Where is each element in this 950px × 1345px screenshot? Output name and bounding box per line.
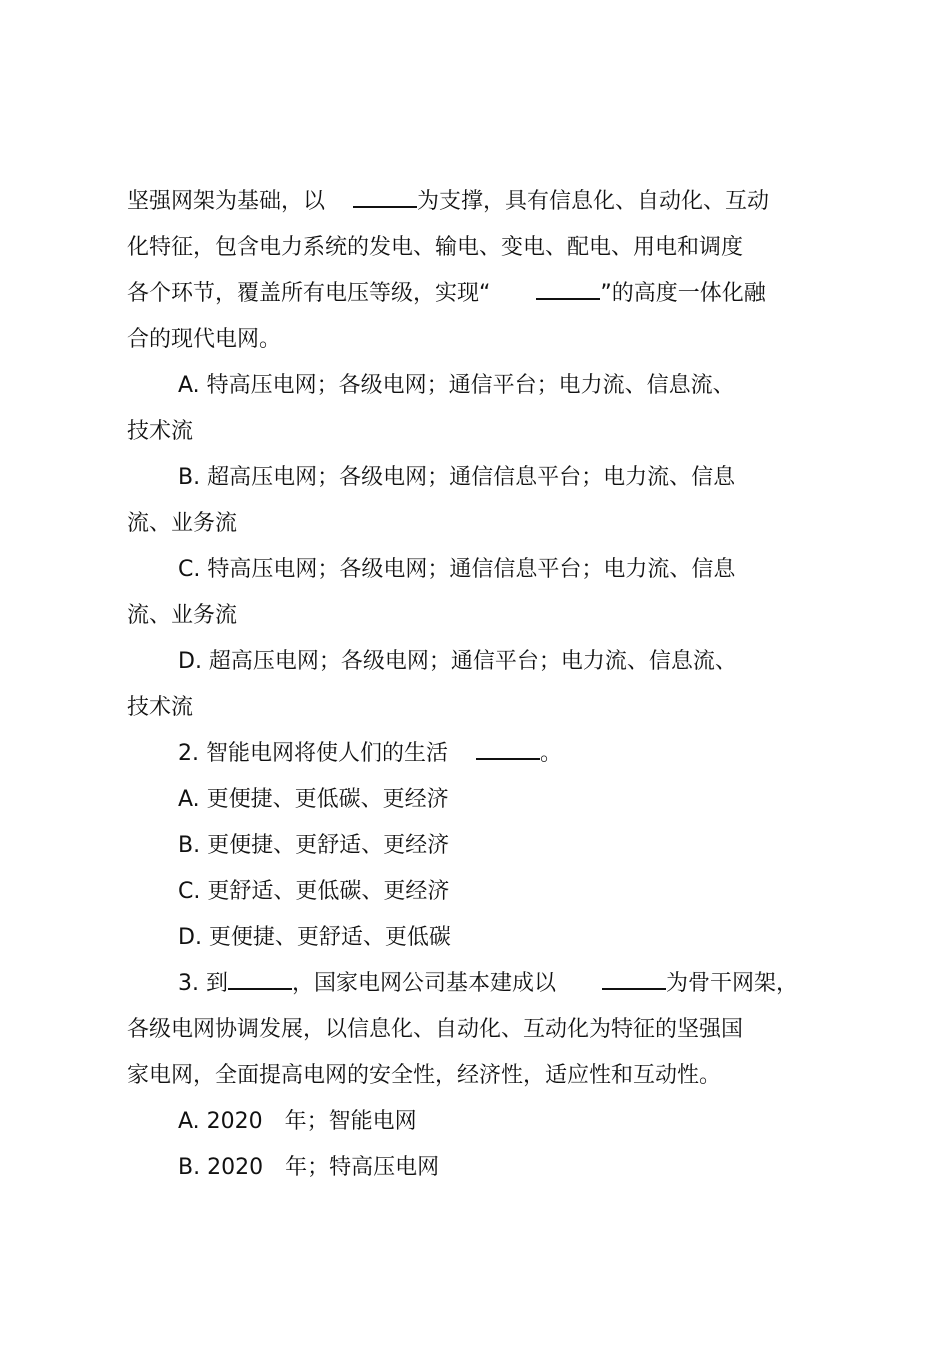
q2-option-d: D. 更便捷、更舒适、更低碳	[178, 925, 451, 950]
q3-stem-text-a: 3. 到	[178, 971, 228, 996]
answer-blank	[536, 280, 600, 300]
q1-option-d-cont: 技术流	[127, 695, 194, 720]
q1-stem-text-b: 为支撑，具有信息化、自动化、互动	[417, 189, 770, 214]
q3-option-a: A. 2020 年；智能电网	[178, 1109, 417, 1134]
q3-stem	[178, 970, 798, 998]
q2-option-b: B. 更便捷、更舒适、更经济	[178, 833, 450, 858]
q2-option-a: A. 更便捷、更低碳、更经济	[178, 787, 449, 812]
q1-option-a-cont: 技术流	[127, 419, 194, 444]
q3-stem-text-b: ，国家电网公司基本建成以	[291, 971, 556, 996]
q3-stem-line-2: 各级电网协调发展，以信息化、自动化、互动化为特征的坚强国	[127, 1017, 744, 1042]
answer-blank	[228, 970, 292, 990]
q1-stem-line-3	[127, 280, 766, 308]
q1-option-b-cont: 流、业务流	[127, 511, 238, 536]
q1-option-b: B. 超高压电网；各级电网；通信信息平台；电力流、信息	[178, 465, 736, 490]
q1-stem-line-2: 化特征，包含电力系统的发电、输电、变电、配电、用电和调度	[127, 235, 744, 260]
q2-stem	[178, 740, 562, 768]
q1-option-a: A. 特高压电网；各级电网；通信平台；电力流、信息流、	[178, 373, 735, 398]
q1-option-d: D. 超高压电网；各级电网；通信平台；电力流、信息流、	[178, 649, 737, 674]
q3-option-b: B. 2020 年；特高压电网	[178, 1155, 440, 1180]
answer-blank	[602, 970, 666, 990]
q1-stem-line-1	[127, 188, 769, 216]
q1-stem-line-4: 合的现代电网。	[127, 327, 282, 352]
answer-blank	[476, 740, 540, 760]
q1-option-c: C. 特高压电网；各级电网；通信信息平台；电力流、信息	[178, 557, 736, 582]
q2-stem-text: 2. 智能电网将使人们的生活	[178, 741, 448, 766]
answer-blank	[353, 188, 417, 208]
q3-stem-line-3: 家电网，全面提高电网的安全性，经济性，适应性和互动性。	[127, 1063, 722, 1088]
q1-stem-text-a: 坚强网架为基础，以	[127, 189, 326, 214]
q1-option-c-cont: 流、业务流	[127, 603, 238, 628]
q1-stem-text-d: ”的高度一体化融	[600, 281, 766, 306]
q2-option-c: C. 更舒适、更低碳、更经济	[178, 879, 450, 904]
q1-stem-text-c: 各个环节，覆盖所有电压等级，实现“	[127, 281, 491, 306]
q3-stem-text-c: 为骨干网架，	[666, 971, 799, 996]
q2-stem-end: 。	[539, 741, 562, 766]
